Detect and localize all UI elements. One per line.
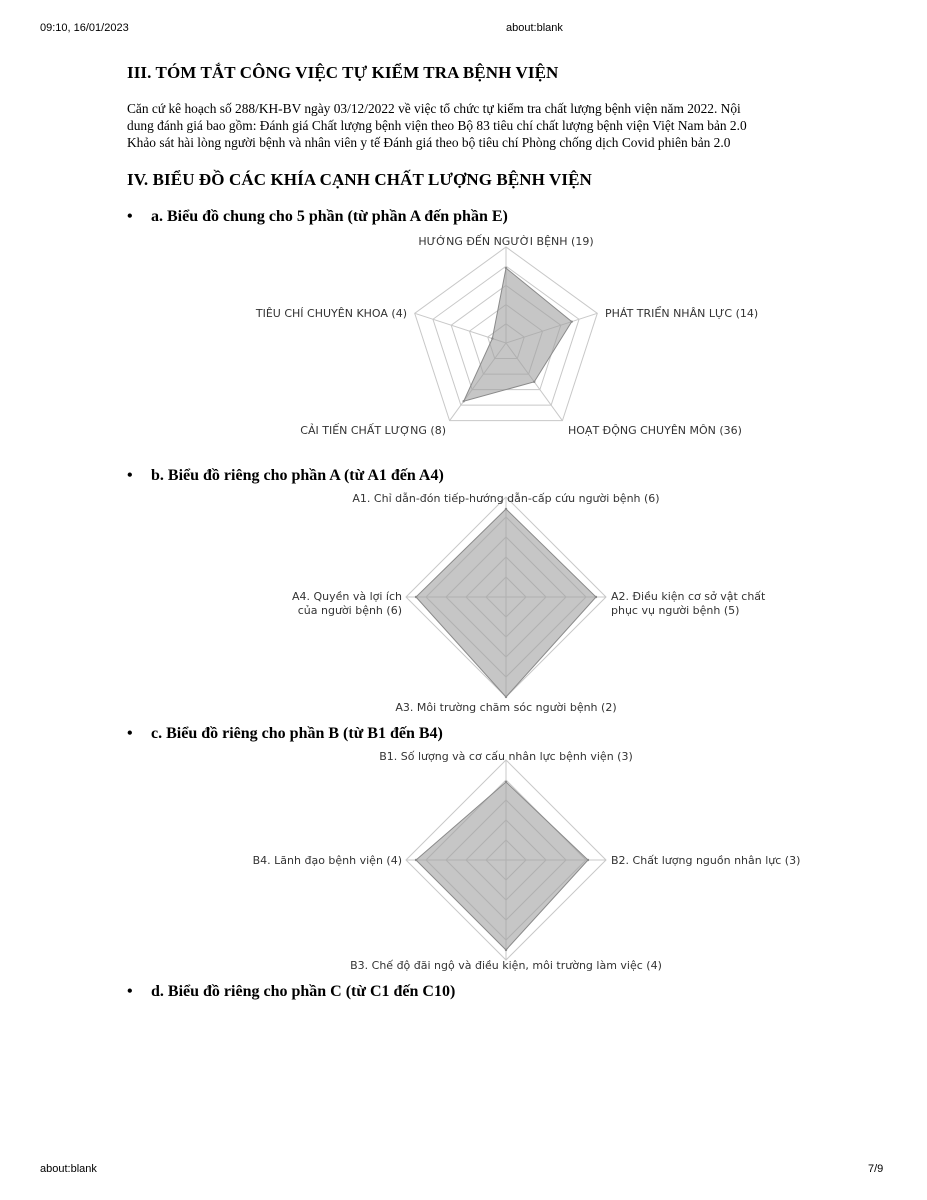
data-point bbox=[505, 949, 507, 951]
paragraph-line: Căn cứ kê hoạch số 288/KH-BV ngày 03/12/2022 về việc tổ chức tự kiểm tra chất lượng bệnh viện năm 2022. Nội bbox=[127, 101, 741, 116]
heading-text: b. Biểu đồ riêng cho phần A (từ A1 đến A4) bbox=[151, 467, 444, 484]
axis-label: HƯỚNG ĐẾN NGƯỜI BỆNH (19) bbox=[418, 235, 594, 248]
bullet-heading-b bbox=[127, 467, 444, 485]
data-point bbox=[533, 381, 535, 383]
heading-text: a. Biểu đồ chung cho 5 phần (từ phần A đến phần E) bbox=[151, 208, 508, 225]
axis-label: B4. Lãnh đạo bệnh viện (4) bbox=[252, 854, 402, 867]
bullet-heading-c bbox=[127, 725, 443, 743]
data-point bbox=[505, 781, 507, 783]
axis-label: PHÁT TRIỂN NHÂN LỰC (14) bbox=[605, 307, 759, 320]
bullet-heading-a bbox=[127, 208, 508, 226]
section-3-paragraph bbox=[127, 100, 837, 151]
print-datetime: 09:10, 16/01/2023 bbox=[40, 22, 129, 34]
data-point bbox=[505, 696, 507, 698]
bullet-dot-icon: • bbox=[127, 983, 133, 1000]
heading-text: d. Biểu đồ riêng cho phần C (từ C1 đến C10) bbox=[151, 983, 456, 1000]
print-page-counter: 7/9 bbox=[868, 1163, 884, 1175]
axis-label: A3. Môi trường chăm sóc người bệnh (2) bbox=[395, 701, 617, 714]
data-point bbox=[462, 400, 464, 402]
data-area bbox=[416, 509, 596, 697]
radar-chart-b bbox=[0, 490, 927, 716]
heading-text: c. Biểu đồ riêng cho phần B (từ B1 đến B4) bbox=[151, 725, 443, 742]
axis-label: B2. Chất lượng nguồn nhân lực (3) bbox=[611, 854, 801, 867]
data-area bbox=[416, 782, 588, 950]
radar-chart-c bbox=[0, 745, 927, 975]
axis-label: B1. Số lượng và cơ cấu nhân lực bệnh viện (3) bbox=[379, 750, 633, 763]
data-point bbox=[505, 267, 507, 269]
data-point bbox=[587, 859, 589, 861]
axis-label: A4. Quyền và lợi ích của người bệnh (6) bbox=[291, 590, 402, 617]
axis-label: CẢI TIẾN CHẤT LƯỢNG (8) bbox=[300, 424, 446, 437]
data-point bbox=[571, 320, 573, 322]
bullet-heading-d bbox=[127, 983, 455, 1001]
data-point bbox=[595, 596, 597, 598]
data-point bbox=[505, 508, 507, 510]
bullet-dot-icon: • bbox=[127, 208, 133, 225]
axis-label: B3. Chế độ đãi ngộ và điều kiện, môi trường làm việc (4) bbox=[350, 959, 662, 972]
axis-label: A2. Điều kiện cơ sở vật chất phục vụ người bệnh (5) bbox=[611, 590, 766, 617]
section-3-title: III. TÓM TẮT CÔNG VIỆC TỰ KIỂM TRA BỆNH VIỆN bbox=[127, 63, 559, 82]
data-point bbox=[491, 337, 493, 339]
paragraph-line: Khảo sát hài lòng người bệnh và nhân viên y tế Đánh giá theo bộ tiêu chí Phòng chống dịch Covid phiên bản 2.0 bbox=[127, 135, 731, 150]
data-point bbox=[415, 859, 417, 861]
section-4-title: IV. BIỂU ĐỒ CÁC KHÍA CẠNH CHẤT LƯỢNG BỆNH VIỆN bbox=[127, 170, 592, 189]
paragraph-line: dung đánh giá bao gồm: Đánh giá Chất lượng bệnh viện theo Bộ 83 tiêu chí chất lượng bệnh viện Việt Nam bản 2.0 bbox=[127, 118, 747, 133]
print-page-title: about:blank bbox=[506, 22, 563, 34]
axis-label: TIÊU CHÍ CHUYÊN KHOA (4) bbox=[255, 307, 407, 320]
print-footer-url: about:blank bbox=[40, 1163, 97, 1175]
axis-label: HOẠT ĐỘNG CHUYÊN MÔN (36) bbox=[568, 424, 742, 437]
data-point bbox=[415, 596, 417, 598]
axis-label: A1. Chỉ dẫn-đón tiếp-hướng dẫn-cấp cứu người bệnh (6) bbox=[352, 492, 660, 505]
radar-chart-a bbox=[0, 230, 927, 450]
bullet-dot-icon: • bbox=[127, 725, 133, 742]
bullet-dot-icon: • bbox=[127, 467, 133, 484]
